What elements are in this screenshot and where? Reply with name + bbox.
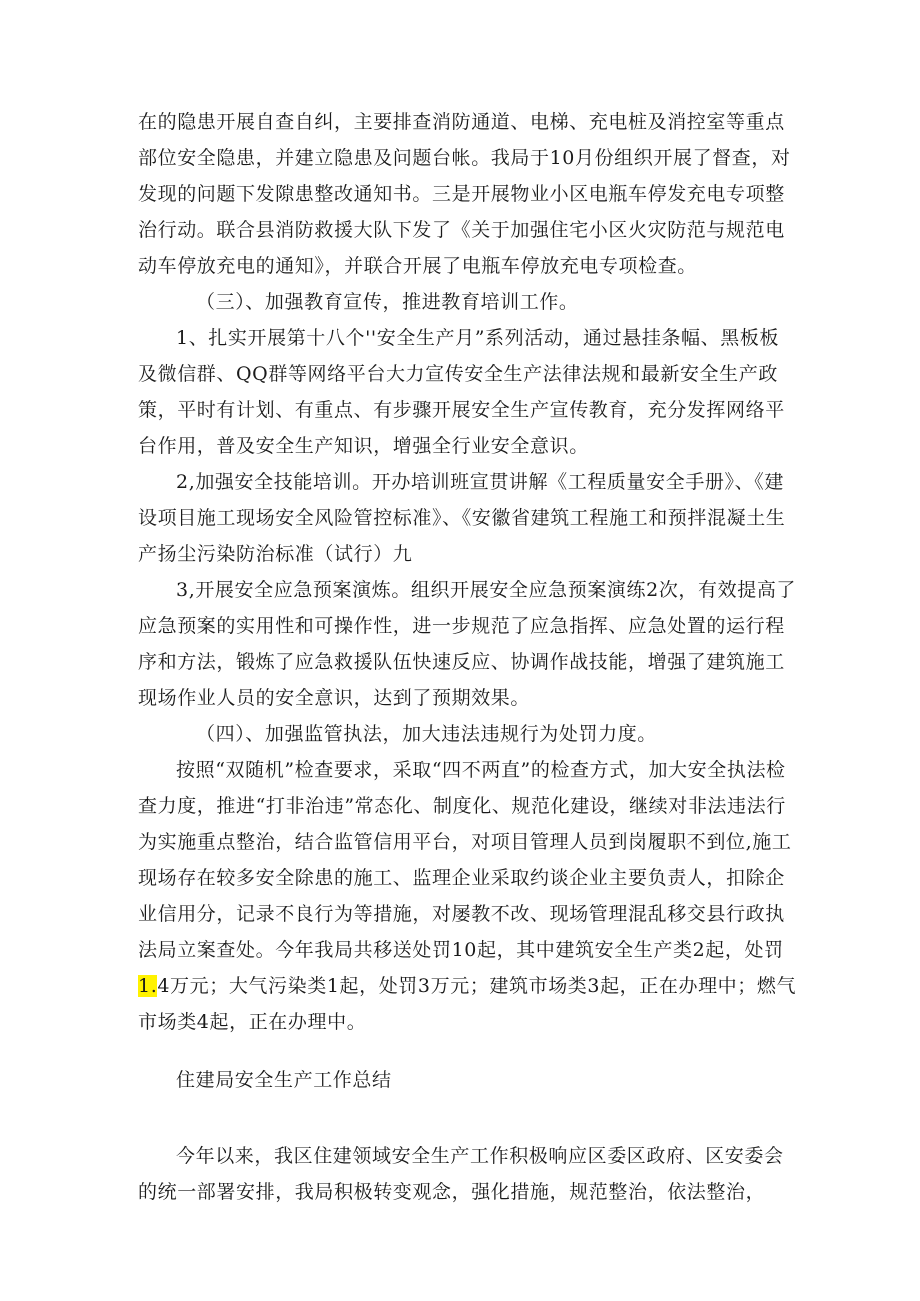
paragraph-enforcement — [138, 752, 798, 1040]
paragraph-hazard-inspection: 在的隐患开展自查自纠，主要排查消防通道、电梯、充电桩及消控室等重点部位安全隐患，并建立隐患及问题台帐。我局于10月份组织开展了督查，对发现的问题下发隙患整改通知书。三是开展物业小区电瓶车停发充电专项整治行动。联合县消防救援大队下发了《关于加强住宅小区火灾防范与规范电动车停放充电的通知》，并联合开展了电瓶车停放充电专项检查。 — [138, 111, 791, 277]
paragraph-intro: 今年以来，我区住建领域安全生产工作积极响应区委区政府、区安委会的统一部署安排，我局积极转变观念，强化措施，规范整治，依法整治， — [138, 1145, 784, 1203]
document-title: 住建局安全生产工作总结 — [176, 1069, 392, 1091]
paragraph-emergency-drill: 3,开展安全应急预案演炼。组织开展安全应急预案演练2次，有效提高了应急预案的实用性和可操作性，进一步规范了应急指挥、应急处置的运行程序和方法，锻炼了应急救援队伍快速反应、协调作战技能，增强了建筑施工现场作业人员的安全意识，达到了预期效果。 — [138, 579, 797, 709]
paragraph-safety-month: 1、扎实开展第十八个''安全生产月”系列活动，通过悬挂条幅、黑板板及微信群、QQ群等网络平台大力宣传安全生产法律法规和最新安全生产政策，平时有计划、有重点、有步骤开展安全生产宣传教育，充分发挥网络平台作用，普及安全生产知识，增强全行业安全意识。 — [138, 327, 785, 457]
section-heading-4: （四）、加强监管执法，加大违法违规行为处罚力度。 — [196, 723, 657, 745]
paragraph-skills-training: 2,加强安全技能培训。开办培训班宣贯讲解《工程质量安全手册》、《建设项目施工现场安全风险管控标准》、《安徽省建筑工程施工和预拌混凝土生产扬尘污染防治标准（试行）九 — [138, 471, 786, 565]
highlighted-number: 1. — [138, 975, 158, 997]
section-heading-3: （三）、加强教育宣传，推进教育培训工作。 — [196, 291, 579, 313]
enforcement-text-after: 4万元；大气污染类1起，处罚3万元；建筑市场类3起，正在办理中；燃气市场类4起，正在办理中。 — [138, 975, 797, 1033]
enforcement-text-before: 按照“双随机”检查要求，采取“四不两直”的检查方式，加大安全执法检查力度，推进“打非治违”常态化、制度化、规范化建设，继续对非法违法行为实施重点整治，结合监管信用平台，对项目管理人员到岗履职不到位,施工现场存在较多安全除患的施工、监理企业采取约谈企业主要负责人，扣除企业信用分，记录不良行为等措施，对屡教不改、现场管理混乱移交县行政执法局立案查处。今年我局共移送处罚10起，其中建筑安全生产类2起，处罚 — [138, 759, 792, 961]
